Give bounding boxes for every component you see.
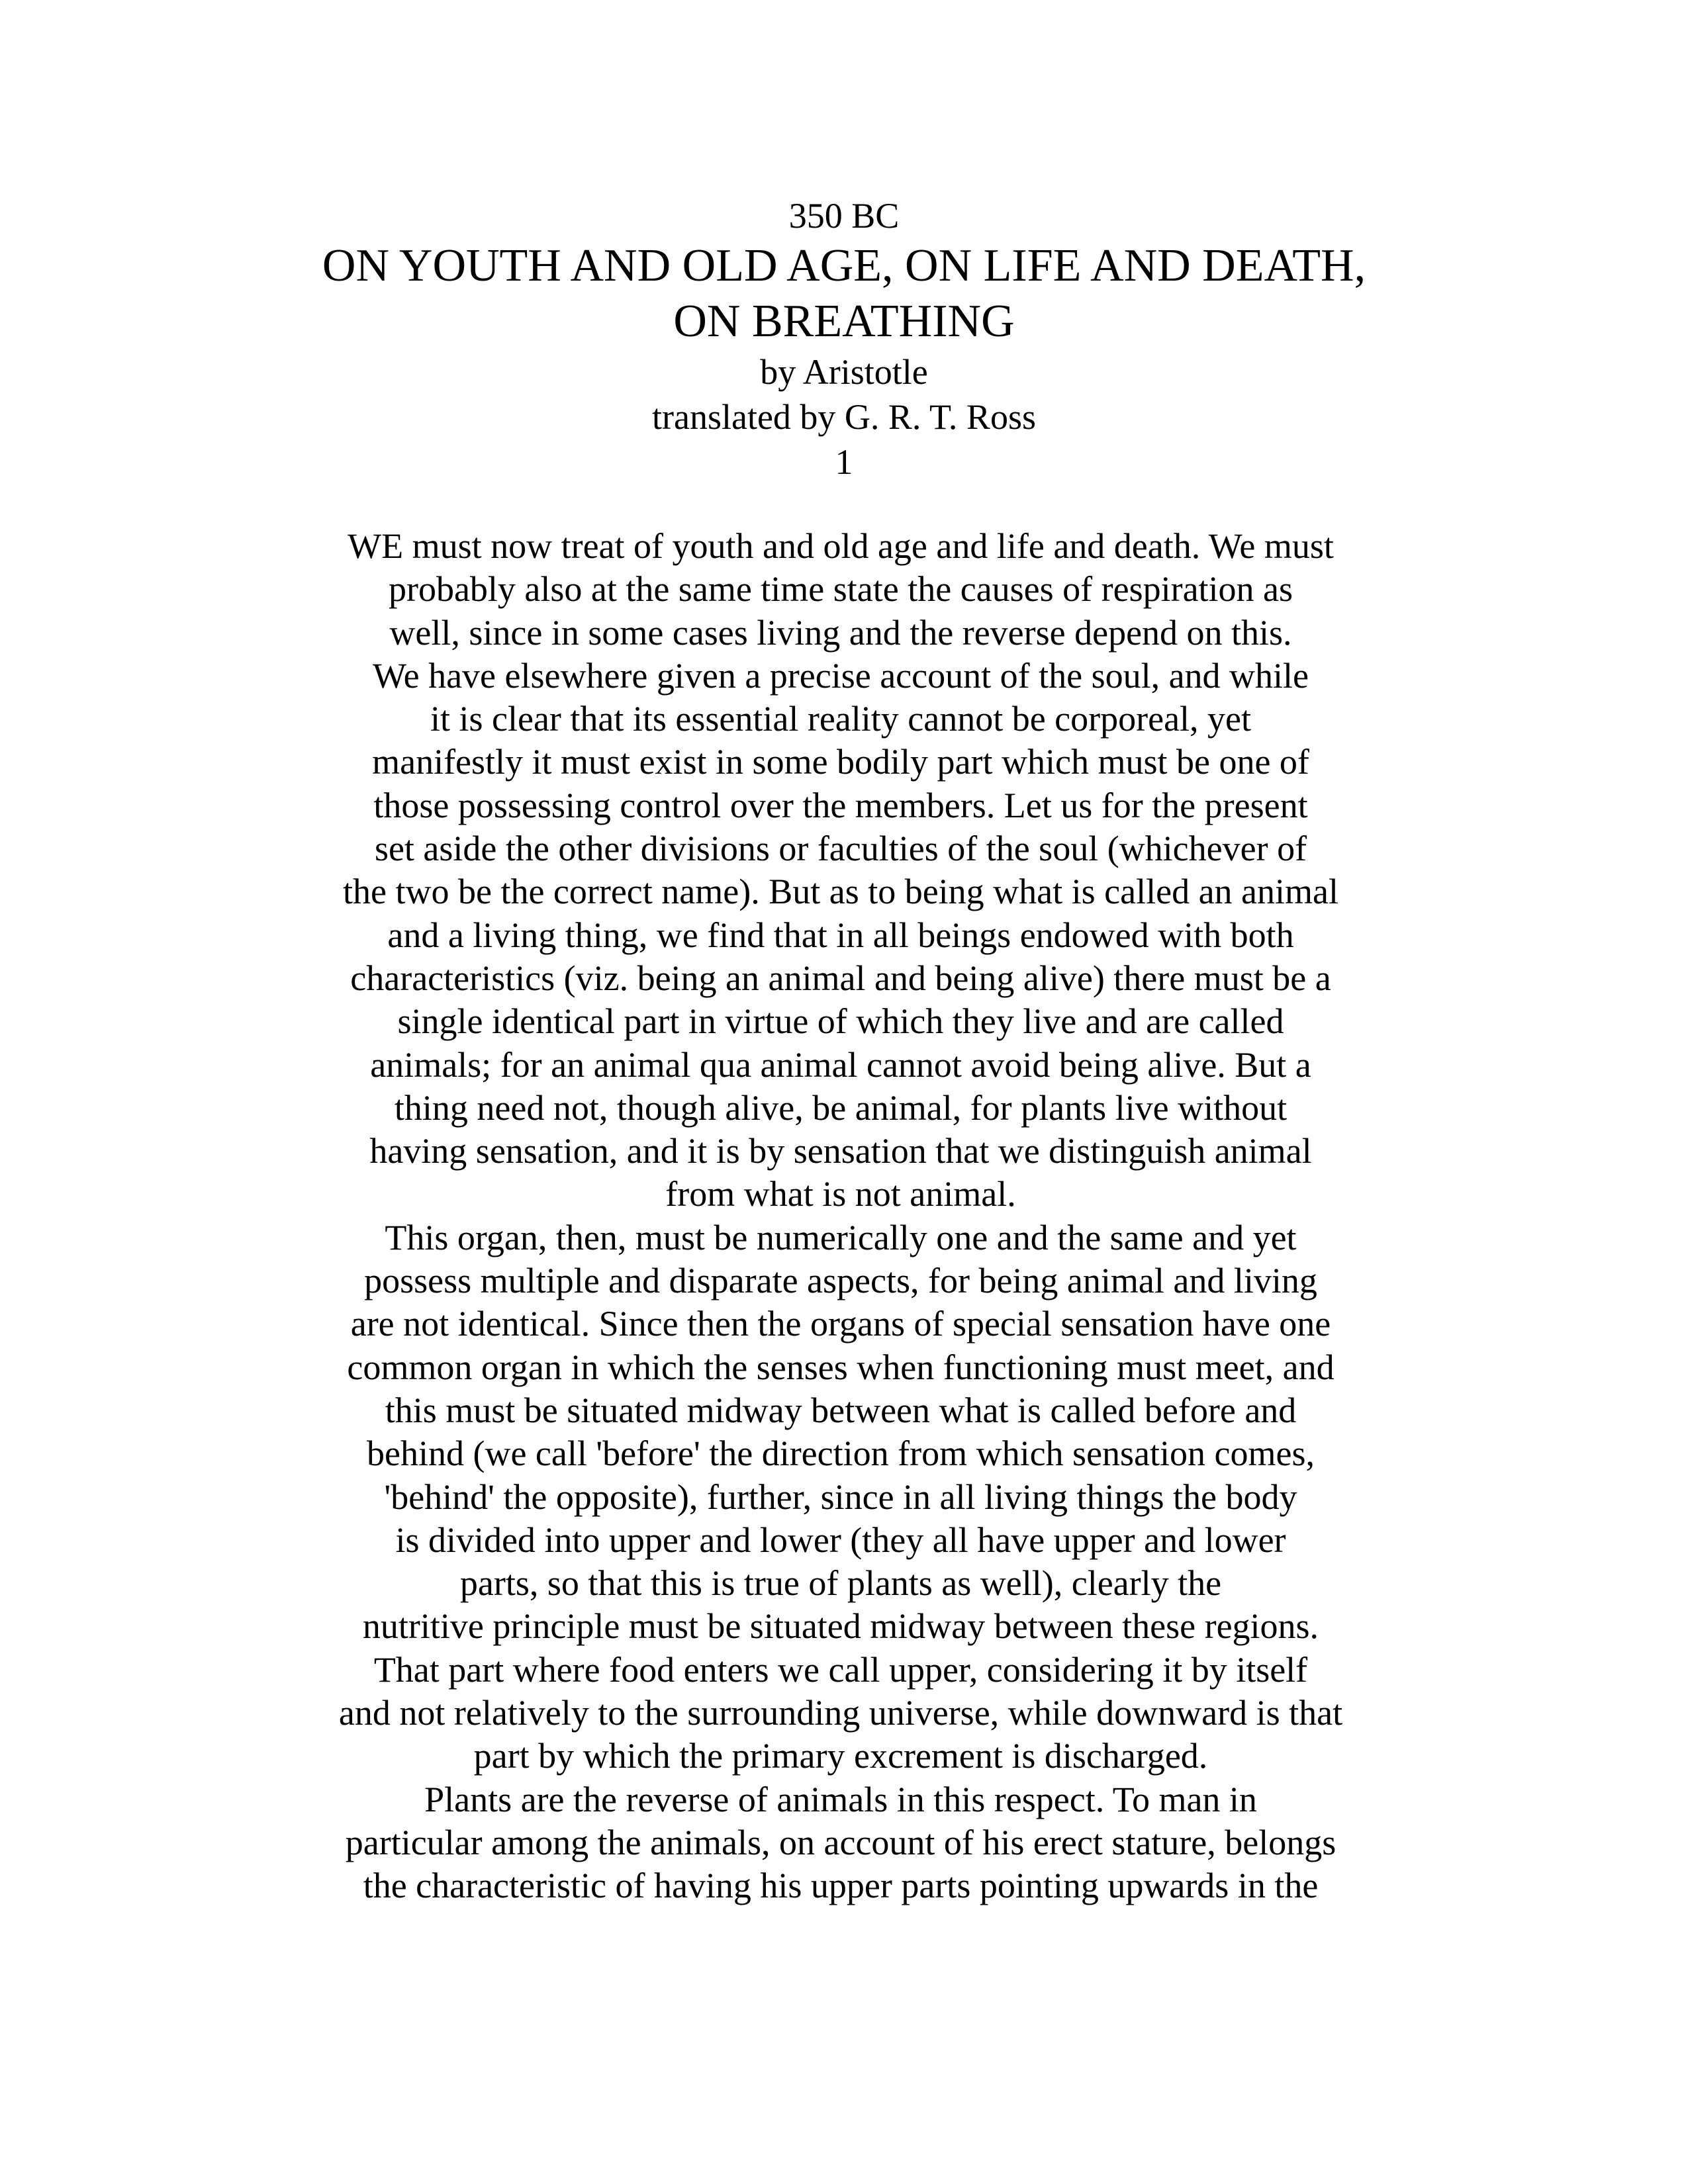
body-line: thing need not, though alive, be animal, for plants live without [394, 1087, 1288, 1128]
body-line: are not identical. Since then the organs of special sensation have one [350, 1304, 1331, 1344]
body-line: possess multiple and disparate aspects, for being animal and living [364, 1261, 1317, 1301]
section-number: 1 [835, 442, 853, 482]
body-line: animals; for an animal qua animal cannot avoid being alive. But a [370, 1044, 1311, 1085]
body-line: probably also at the same time state the causes of respiration as [388, 569, 1293, 610]
title-line-2: ON BREATHING [673, 296, 1015, 347]
author-line: by Aristotle [760, 352, 928, 392]
body-line: Plants are the reverse of animals in this respect. To man in [424, 1779, 1257, 1819]
body-line: this must be situated midway between what is called before and [385, 1390, 1297, 1430]
body-line: set aside the other divisions or faculties of the soul (whichever of [374, 829, 1307, 869]
body-line: is divided into upper and lower (they all have upper and lower [395, 1520, 1286, 1560]
body-line: having sensation, and it is by sensation that we distinguish animal [369, 1131, 1312, 1171]
body-line: nutritive principle must be situated midway between these regions. [362, 1606, 1319, 1647]
body-line: parts, so that this is true of plants as well), clearly the [459, 1563, 1222, 1604]
body-line: We have elsewhere given a precise account of the soul, and while [372, 655, 1309, 696]
title-line-1: ON YOUTH AND OLD AGE, ON LIFE AND DEATH, [322, 240, 1366, 291]
body-line: the two be the correct name). But as to being what is called an animal [343, 872, 1338, 912]
body-line: and a living thing, we find that in all beings endowed with both [387, 915, 1294, 955]
translator-line: translated by G. R. T. Ross [652, 397, 1036, 437]
body-line: 'behind' the opposite), further, since in all living things the body [384, 1477, 1297, 1517]
document-heading [0, 193, 1688, 484]
body-line: single identical part in virtue of which they live and are called [397, 1001, 1284, 1042]
body-line: well, since in some cases living and the reverse depend on this. [389, 612, 1292, 653]
body-line: it is clear that its essential reality cannot be corporeal, yet [430, 699, 1252, 739]
body-line: WE must now treat of youth and old age and life and death. We must [348, 526, 1334, 566]
body-line: from what is not animal. [665, 1174, 1016, 1214]
body-line: manifestly it must exist in some bodily part which must be one of [372, 742, 1309, 782]
date-line: 350 BC [788, 196, 900, 236]
body-line: those possessing control over the members. Let us for the present [373, 785, 1308, 825]
body-line: common organ in which the senses when functioning must meet, and [347, 1347, 1335, 1387]
body-line: and not relatively to the surrounding universe, while downward is that [338, 1693, 1343, 1733]
body-line: That part where food enters we call upper, considering it by itself [373, 1649, 1308, 1690]
body-line: characteristics (viz. being an animal and being alive) there must be a [350, 958, 1331, 998]
body-line: particular among the animals, on account of his erect stature, belongs [345, 1822, 1336, 1862]
body-line: the characteristic of having his upper parts pointing upwards in the [363, 1866, 1319, 1906]
body-line: behind (we call 'before' the direction from which sensation comes, [367, 1433, 1315, 1474]
body-line: This organ, then, must be numerically one and the same and yet [385, 1217, 1297, 1257]
body-text [278, 525, 1403, 1908]
body-line: part by which the primary excrement is discharged. [473, 1736, 1208, 1776]
